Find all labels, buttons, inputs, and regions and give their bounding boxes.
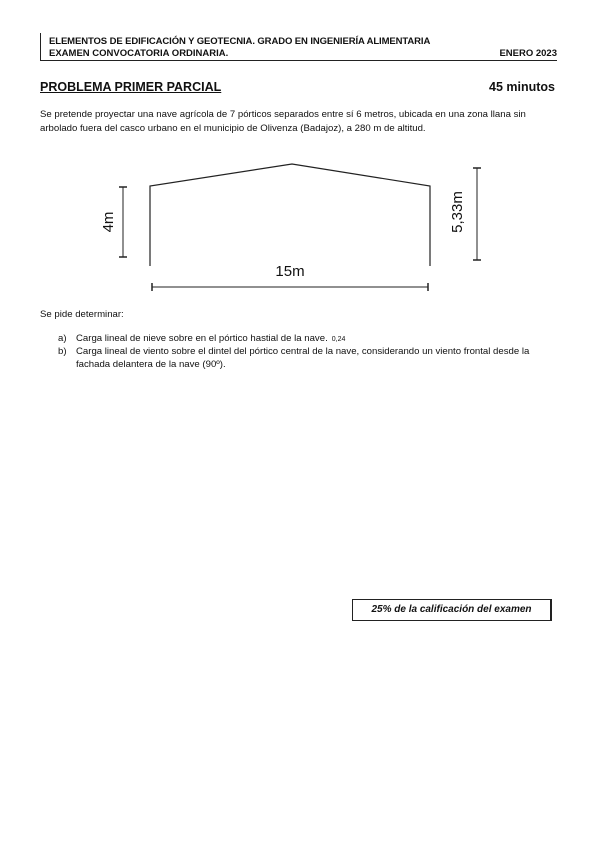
exam-session: EXAMEN CONVOCATORIA ORDINARIA. [49,48,229,59]
question-b-label: b) [58,346,67,357]
problem-title: PROBLEMA PRIMER PARCIAL [40,80,222,94]
right-height-label: 5,33m [449,191,466,233]
handwritten-note: 0,24 [331,336,346,343]
portal-frame [150,164,430,266]
question-a-text: Carga lineal de nieve sobre en el pórtico hastial de la nave. [76,333,328,344]
problem-statement: Se pretende proyectar una nave agrícola de 7 pórticos separados entre sí 6 metros, ubicada en una zona llana sin arbolado fuera del casco urbano en el municipio de Olivenza (Badajoz), a 280 m de altitud. [40,109,526,134]
span-label: 15m [275,263,305,280]
question-a-label: a) [58,333,67,344]
grade-weight-box: 25% de la calificación del examen [352,599,552,621]
exam-date: ENERO 2023 [499,48,557,59]
left-height-label: 4m [100,211,117,233]
question-b-text: Carga lineal de viento sobre el dintel del pórtico central de la nave, considerando un viento frontal desde la fachada delantera de la nave (90º). [76,346,530,370]
exam-header [40,33,557,61]
problem-time: 45 minutos [489,80,555,94]
questions-intro: Se pide determinar: [40,309,124,320]
course-title: ELEMENTOS DE EDIFICACIÓN Y GEOTECNIA. GRADO EN INGENIERÍA ALIMENTARIA [49,36,431,47]
portal-frame-diagram [100,160,500,300]
